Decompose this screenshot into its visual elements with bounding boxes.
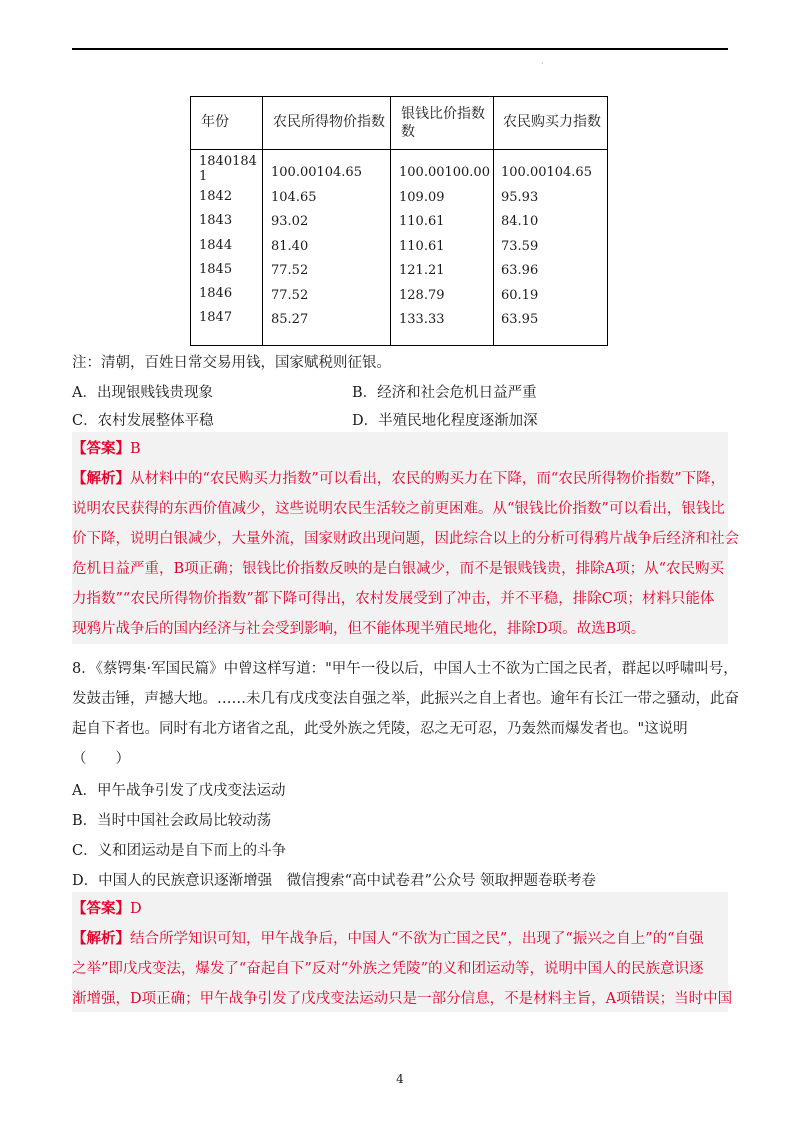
q8-answer — [72, 897, 142, 918]
silver-ratio-cell: 100.00100.00 — [399, 165, 490, 180]
answer-tag: 【答案】 — [72, 440, 130, 457]
q8-option-c: C．义和团运动是自下而上的斗争 — [72, 843, 287, 859]
q7-analysis-line: 【解析】从材料中的“农民购买力指数”可以看出，农民的购买力在下降，而“农民所得物价指数”下降， — [72, 470, 726, 487]
year-cell: 1844 — [199, 237, 233, 253]
analysis-tag: 【解析】 — [72, 470, 130, 487]
silver-ratio-cell: 128.79 — [399, 287, 445, 303]
price-index-cell: 77.52 — [271, 287, 309, 303]
q8-option-a: A．甲午战争引发了戊戌变法运动 — [72, 783, 286, 799]
answer-value: B — [130, 441, 141, 457]
year-cell: 1 — [199, 169, 208, 184]
price-index-cell: 77.52 — [271, 263, 309, 278]
price-index-table — [190, 96, 608, 346]
purchasing-cell: 63.95 — [501, 312, 539, 327]
year-cell: 1845 — [199, 261, 233, 277]
header-year: 年份 — [201, 114, 229, 130]
price-index-cell: 85.27 — [271, 312, 309, 327]
year-cell: 1840184 — [199, 154, 257, 169]
silver-ratio-cell: 110.61 — [399, 238, 445, 254]
purchasing-cell: 73.59 — [501, 238, 539, 254]
silver-ratio-cell: 110.61 — [399, 214, 445, 229]
purchasing-cell: 84.10 — [501, 214, 539, 229]
purchasing-column — [501, 161, 592, 333]
q7-option-d: D．半殖民地化程度逐渐加深 — [352, 413, 538, 429]
year-cell: 1846 — [199, 286, 233, 302]
silver-ratio-cell: 121.21 — [399, 263, 445, 278]
header-price-index: 农民所得物价指数 — [273, 114, 385, 130]
q8-stem-line: 起自下者也。同时有北方诸省之乱，此受外族之凭陵，忍之无可忍，乃轰然而爆发者也。"这说明 — [72, 721, 688, 737]
year-cell: 1847 — [199, 310, 233, 326]
purchasing-cell: 63.96 — [501, 263, 539, 278]
answer-value: D — [130, 901, 142, 917]
q7-option-b: B．经济和社会危机日益严重 — [352, 385, 537, 401]
year-column — [199, 155, 257, 331]
price-index-cell: 93.02 — [271, 214, 309, 229]
q7-answer — [72, 437, 141, 458]
purchasing-cell: 60.19 — [501, 287, 539, 303]
page-number: 4 — [396, 1072, 404, 1086]
q8-analysis-line: 渐增强，D项正确；甲午战争引发了戊戌变法运动只是一部分信息，不是材料主旨，A项错误；当时中国 — [72, 991, 733, 1007]
header-silver-ratio: 银钱比价指数 — [401, 106, 485, 122]
q8-analysis-line: 【解析】结合所学知识可知，甲午战争后，中国人“不欲为亡国之民”，出现了“振兴之自上”的“自强 — [72, 930, 704, 947]
header-purchasing: 农民购买力指数 — [503, 114, 601, 130]
price-index-cell: 100.00104.65 — [271, 165, 362, 180]
q7-analysis-line: 危机日益严重，B项正确；银钱比价指数反映的是白银减少，而不是银贱钱贵，排除A项；从“农民购买 — [72, 561, 725, 577]
price-index-column — [271, 161, 362, 333]
purchasing-cell: 100.00104.65 — [501, 165, 592, 180]
year-cell: 1843 — [199, 213, 233, 229]
q8-stem-line: 发鼓击锤，声撼大地。……未几有戊戌变法自强之举，此振兴之自上者也。逾年有长江一带之骚动，此奋 — [72, 691, 739, 707]
price-index-cell: 81.40 — [271, 238, 309, 254]
analysis-tag: 【解析】 — [72, 930, 130, 947]
silver-ratio-column — [399, 161, 490, 333]
q8-analysis-line: 之举”即戊戌变法，爆发了“奋起自下”反对“外族之凭陵”的义和团运动等，说明中国人的民族意识逐 — [72, 961, 704, 977]
answer-tag: 【答案】 — [72, 900, 130, 917]
q8-blank: （ ） — [72, 751, 130, 767]
purchasing-cell: 95.93 — [501, 189, 539, 205]
q7-option-c: C．农村发展整体平稳 — [72, 413, 214, 429]
price-index-cell: 104.65 — [271, 189, 317, 205]
year-cell: 1842 — [199, 189, 233, 204]
silver-ratio-cell: 133.33 — [399, 312, 445, 327]
header-rule — [72, 48, 728, 50]
q7-analysis-line: 现鸦片战争后的国内经济与社会受到影响，但不能体现半殖民地化，排除D项。故选B项。 — [72, 621, 646, 637]
q7-option-a: A．出现银贱钱贵现象 — [72, 385, 213, 401]
q8-option-b: B．当时中国社会政局比较动荡 — [72, 813, 272, 829]
q7-analysis-line: 力指数”“农民所得物价指数”都下降可得出，农村发展受到了冲击，并不平稳，排除C项；材料只能体 — [72, 591, 715, 607]
q8-stem-line: 8．《蔡锷集·军国民篇》中曾这样写道："甲午一役以后，中国人士不欲为亡国之民者，群起以呼啸叫号， — [72, 661, 738, 677]
q8-option-d: D．中国人的民族意识逐渐增强 微信搜索“高中试卷君”公众号 领取押题卷联考卷 — [72, 873, 597, 889]
q7-analysis-line: 说明农民获得的东西价值减少，这些说明农民生活较之前更困难。从“银钱比价指数”可以看出，银钱比 — [72, 501, 725, 517]
header-silver-ratio-cont: 数 — [401, 124, 415, 140]
silver-ratio-cell: 109.09 — [399, 189, 445, 205]
header-dot: · — [541, 59, 544, 68]
q7-analysis-line: 价下降，说明白银减少，大量外流，国家财政出现问题，因此综合以上的分析可得鸦片战争后经济和社会 — [72, 531, 739, 547]
table-note: 注：清朝，百姓日常交易用钱，国家赋税则征银。 — [72, 355, 391, 371]
